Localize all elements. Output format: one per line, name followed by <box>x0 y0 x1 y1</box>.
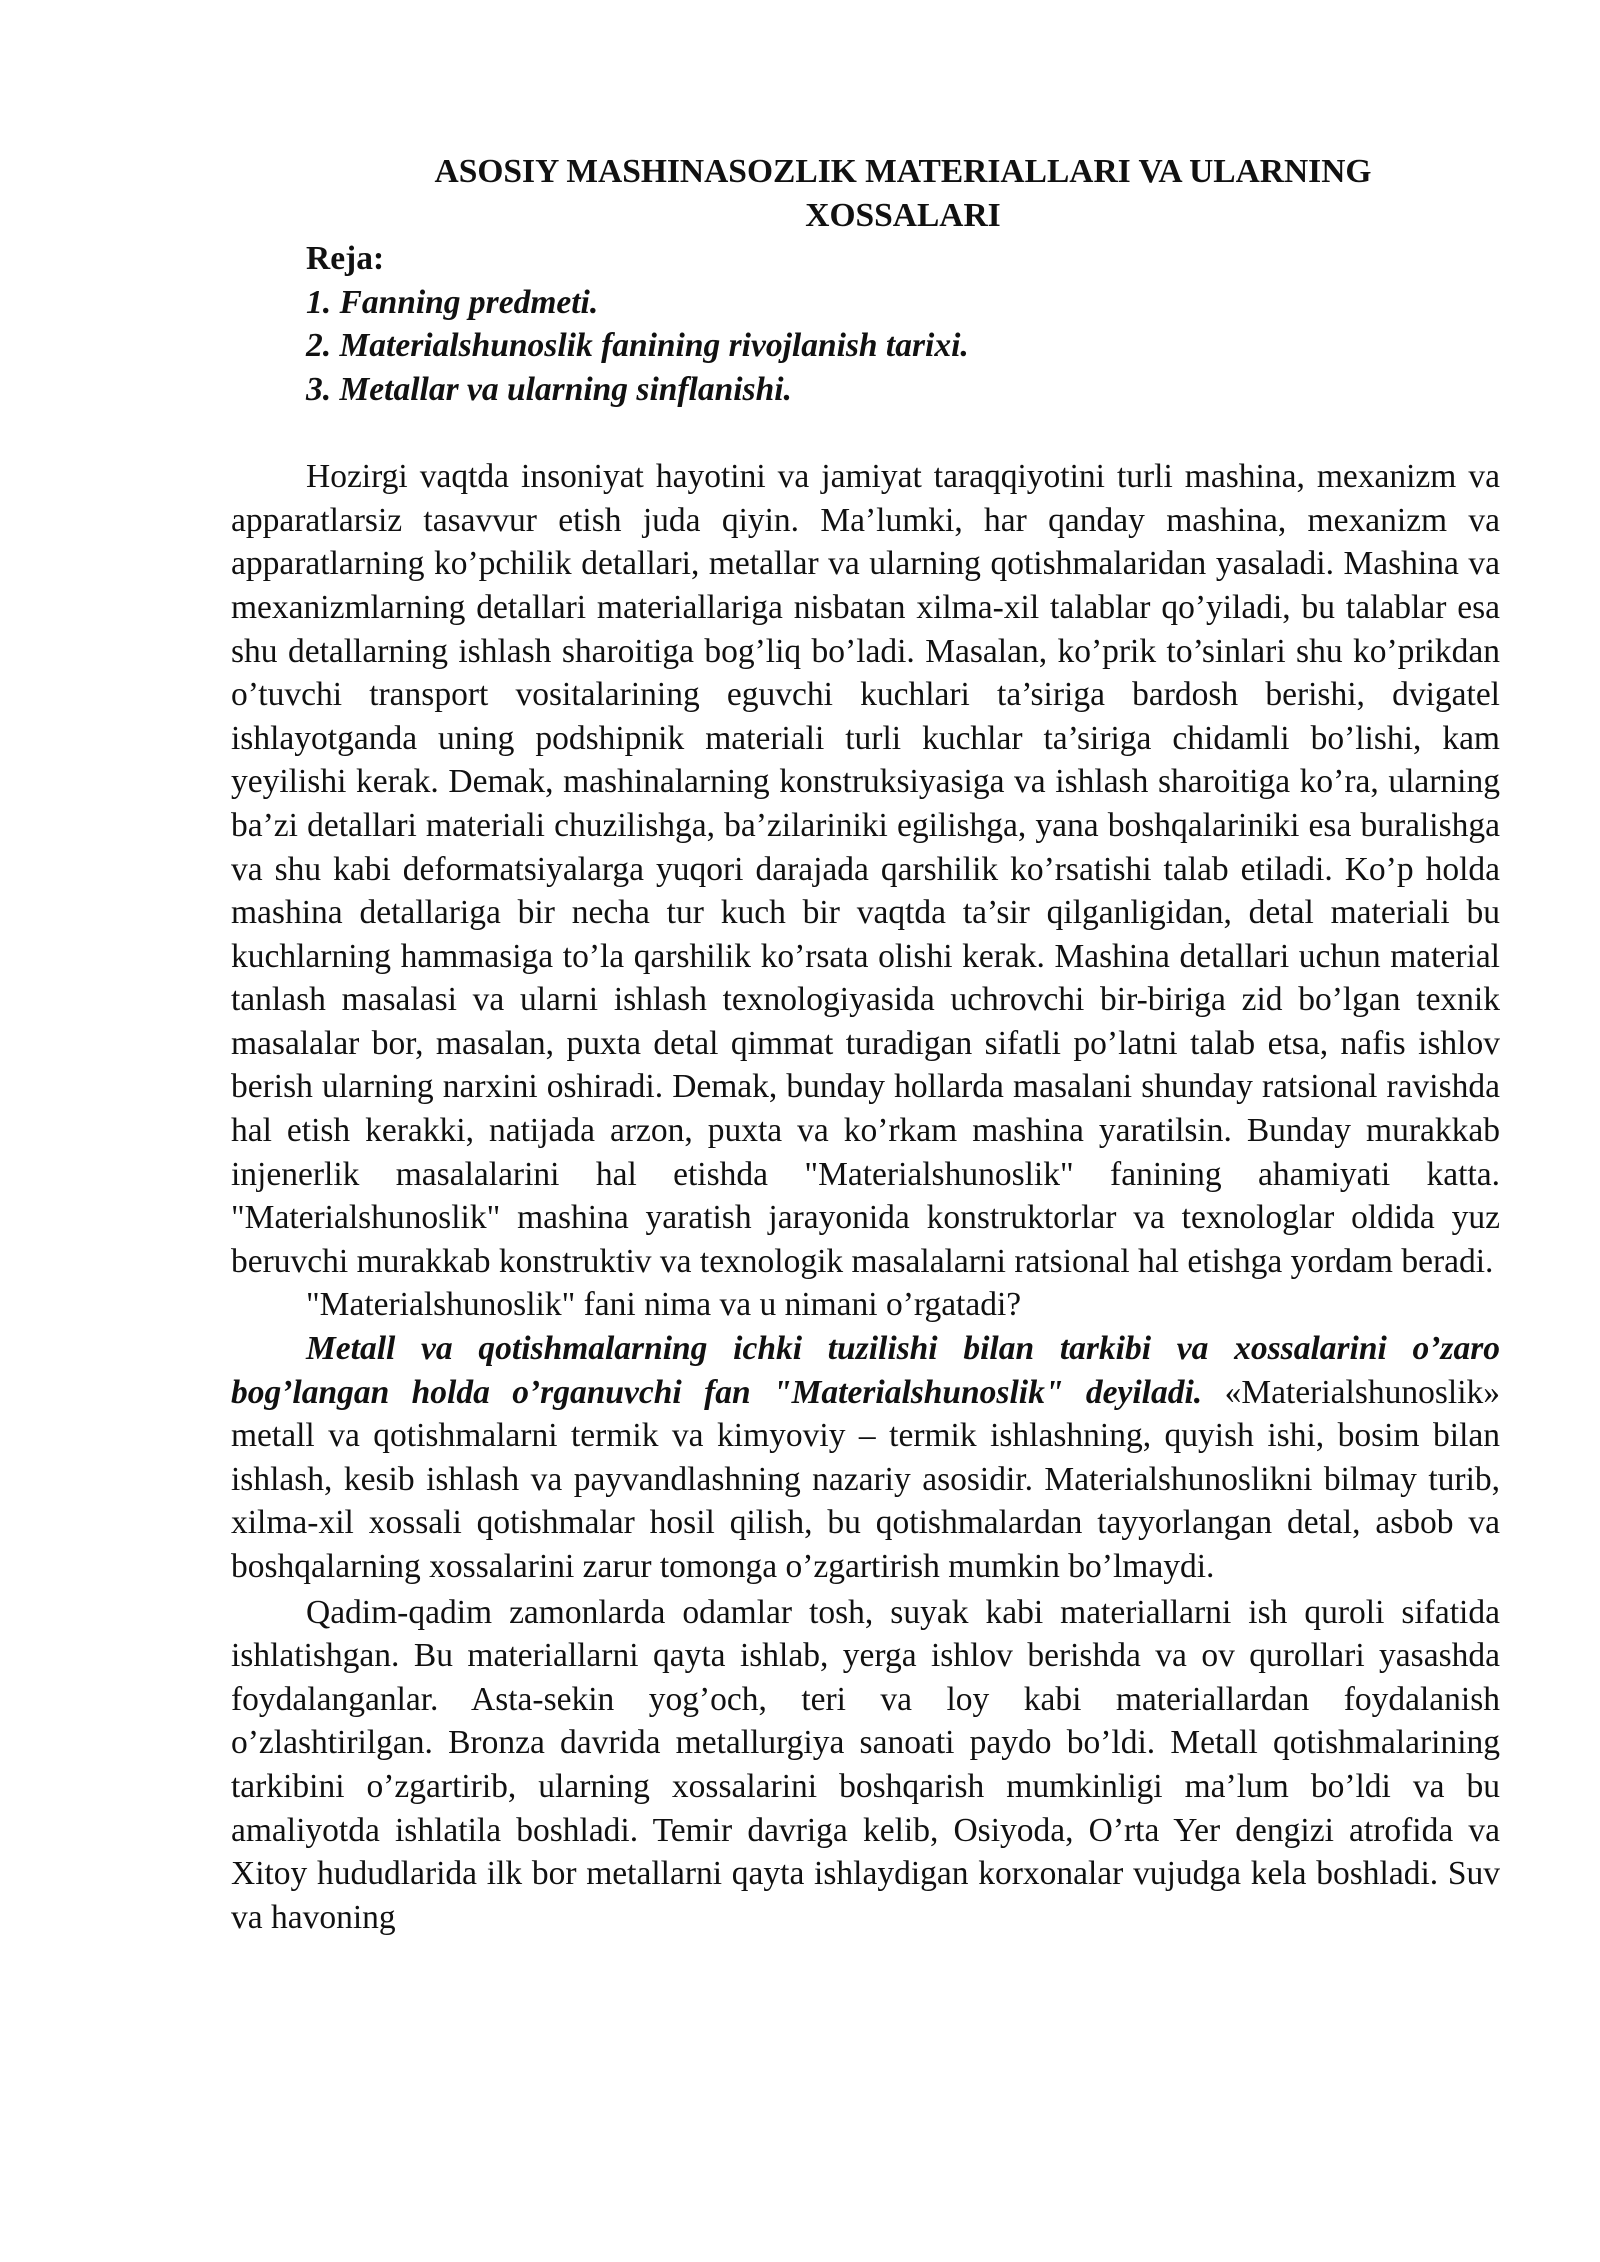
plan-item-1: 1. Fanning predmeti. <box>306 283 599 321</box>
plan-item-2: 2. Materialshunoslik fanining rivojlanish tarixi. <box>306 327 969 365</box>
plan-list <box>306 281 1500 412</box>
paragraph-definition <box>231 1327 1500 1589</box>
paragraph-question: "Materialshunoslik" fani nima va u nimani o’rgatadi? <box>306 1286 1022 1324</box>
plan-section <box>306 237 1500 411</box>
page-content <box>231 150 1500 1939</box>
plan-heading: Reja: <box>306 240 385 278</box>
definition-text: Metall va qotishmalarning ichki tuzilishi bilan tarkibi va xossalarini o’zaro bog’langan holda o’rganuvchi fan "Materialshunoslik" deyiladi. <box>231 1330 1500 1411</box>
plan-item-3: 3. Metallar va ularning sinflanishi. <box>306 370 792 408</box>
blank-line <box>231 412 1500 456</box>
paragraph-introduction: Hozirgi vaqtda insoniyat hayotini va jamiyat taraqqiyotini turli mashina, mexanizm va apparatlarsiz tasavvur etish juda qiyin. Ma’lumki, har qanday mashina, mexanizm va apparatlarning ko’pchilik detallari, metallar va ularning qotishmalaridan yasaladi. Mashina va mexanizmlarning detallari materiallariga nisbatan xilma-xil talablar qo’yiladi, bu talablar esa shu detallarning ishlash sharoitiga bog’liq bo’ladi. Masalan, ko’prik to’sinlari shu ko’prikdan o’tuvchi transport vositalarining eguvchi kuchlari ta’siriga bardosh berishi, dvigatel ishlayotganda uning podshipnik materiali turli kuchlar ta’siriga chidamli bo’lishi, kam yeyilishi kerak. Demak, mashinalarning konstruksiyasiga va ishlash sharoitiga ko’ra, ularning ba’zi detallari materiali chuzilishga, ba’zilariniki egilishga, yana boshqalariniki esa buralishga va shu kabi deformatsiyalarga yuqori darajada qarshilik ko’rsatishi talab etiladi. Ko’p holda mashina detallariga bir necha tur kuch bir vaqtda ta’sir qilganligidan, detal materiali bu kuchlarning hammasiga to’la qarshilik ko’rsata olishi kerak. Mashina detallari uchun material tanlash masalasi va ularni ishlash texnologiyasida uchrovchi bir-biriga zid bo’lgan texnik masalalar bor, masalan, puxta detal qimmat turadigan sifatli po’latni talab etsa, nafis ishlov berish ularning narxini oshiradi. Demak, bunday hollarda masalani shunday ratsional ravishda hal etish kerakki, natijada arzon, puxta va ko’rkam mashina yaratilsin. Bunday murakkab injenerlik masalalarini hal etishda "Materialshunoslik" fanining ahamiyati katta. "Materialshunoslik" mashina yaratish jarayonida konstruktorlar va texnologlar oldida yuz beruvchi murakkab konstruktiv va texnologik masalalarni ratsional hal etishga yordam beradi. <box>231 458 1500 1280</box>
paragraph-history: Qadim-qadim zamonlarda odamlar tosh, suyak kabi materiallarni ish quroli sifatida ishlatishgan. Bu materiallarni qayta ishlab, yerga ishlov berishda va ov qurollari yasashda foydalanganlar. Asta-sekin yog’och, teri va loy kabi materiallardan foydalanish o’zlashtirilgan. Bronza davrida metallurgiya sanoati paydo bo’ldi. Metall qotishmalarining tarkibini o’zgartirib, ularning xossalarini boshqarish mumkinligi ma’lum bo’ldi va bu amaliyotda ishlatila boshladi. Temir davriga kelib, Osiyoda, O’rta Yer dengizi atrofida va Xitoy hududlarida ilk bor metallarni qayta ishlaydigan korxonalar vujudga kela boshladi. Suv va havoning <box>231 1593 1500 1936</box>
document-title-line-1: ASOSIY MASHINASOZLIK MATERIALLARI VA ULARNING <box>434 153 1372 190</box>
document-title <box>306 150 1500 237</box>
definition-continuation: «Materialshunoslik» metall va qotishmalarni termik va kimyoviy – termik ishlashning, quyish ishi, bosim bilan ishlash, kesib ishlash va payvandlashning nazariy asosidir. Materialshunoslikni bilmay turib, xilma-xil xossali qotishmalar hosil qilish, bu qotishmalardan tayyorlangan detal, asbob va boshqalarning xossalarini zarur tomonga o’zgartirish mumkin bo’lmaydi. <box>231 1373 1501 1585</box>
document-title-line-2: XOSSALARI <box>805 196 1001 234</box>
